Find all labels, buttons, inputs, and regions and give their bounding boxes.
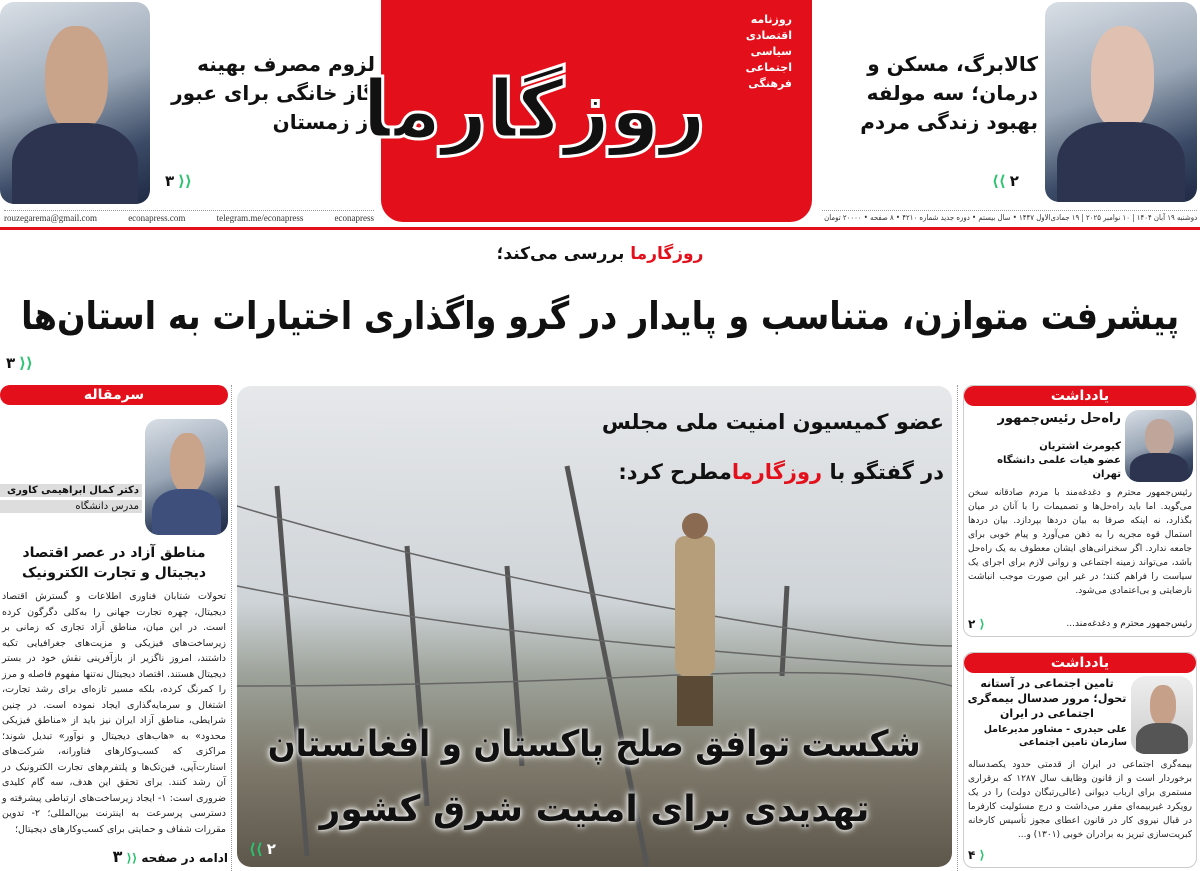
note2-footer	[964, 846, 1196, 864]
arrow-icon: ⟨⟨	[249, 840, 263, 858]
editorial-author-photo	[145, 419, 228, 535]
center-kicker-1: عضو کمیسیون امنیت ملی مجلس	[601, 410, 944, 434]
note2-role: سازمان تامین اجتماعی	[1018, 737, 1127, 748]
masthead-descriptor: روزنامه اقتصادی سیاسی اجتماعی فرهنگی	[745, 13, 792, 90]
center-headline-1[interactable]: شکست توافق صلح پاکستان و افغانستان	[267, 724, 921, 765]
editorial-byline-row	[0, 419, 228, 535]
center-headline-2[interactable]: تهدیدی برای امنیت شرق کشور	[319, 789, 870, 830]
center-kicker-1-row	[524, 410, 944, 434]
social-link[interactable]: econapress	[334, 213, 374, 223]
lead-page-ref[interactable]: ۳ ⟩⟩	[6, 354, 33, 372]
top-right-page-ref[interactable]: ⟨⟨ ۲	[992, 172, 1019, 190]
editorial-section-bar: سرمقاله	[0, 385, 228, 405]
arrow-icon: ⟨⟨	[126, 851, 138, 865]
editorial-title[interactable]: مناطق آزاد در عصر اقتصاد دیجیتال و تجارت الکترونیک	[21, 545, 207, 581]
note2-section-bar: یادداشت	[964, 653, 1196, 673]
logo: روزگارما	[361, 63, 706, 156]
top-right-headline[interactable]: کالابرگ، مسکن و درمان؛ سه مولفه بهبود زندگی مردم	[860, 52, 1038, 134]
email-link[interactable]: rouzegarema@gmail.com	[4, 213, 97, 223]
soldier-figure	[675, 513, 715, 726]
note2-author-photo	[1131, 676, 1193, 754]
note1-body: رئیس‌جمهور محترم و دغدغه‌مند با مردم صادقانه سخن می‌گوید. اما باید راه‌حل‌ها و تصمیمات را با آنان در میان بگذارد، نه اینکه صرفا به بیان دردها بپردازد. بیان دردها استمال قوه مجریه را به ذهن می‌آورد و پیام خوبی برای جامعه ندارد. اگر سخنرانی‌های ایشان معطوف به یک راه‌حل باشد، می‌تواند زمینه اجتماعی و روانی لازم برای اجرای یک سیاست را فراهم کنند؛ در غیر این صورت موجب انباشت نارضایتی و بی‌اعتمادی می‌شود.	[968, 488, 1192, 596]
editorial-body: تحولات شتابان فناوری اطلاعات و گسترش اقتصاد دیجیتال، چهره تجارت جهانی را به‌کلی دگرگون کرده است. در این میان، مناطق آزاد تجاری که زمانی بر زیرساخت‌های فیزیکی و مزیت‌های جغرافیایی تکیه داشتند، امروز ناگزیر از بازآفرینی نقش خود در بستر دیجیتال هستند. اقتصاد دیجیتال نه‌تنها مفهوم فاصله و مرز را کمرنگ کرده، بلکه مسیر تازه‌ای برای رشد تجارت، اشتغال و سرمایه‌گذاری ایجاد نموده است. در چنین شرایطی، مناطق آزاد ایران نیز باید از «مناطق فیزیکی محدود» به «هاب‌های دیجیتال و نوآور» تبدیل شوند؛ مراکزی که کسب‌وکارهای فناورانه، شرکت‌های استارت‌آپی، فین‌تک‌ها و پلتفرم‌های تجارت الکترونیک در آن رشد کنند. برای تحقق این هدف، سه گام کلیدی ضروری است: ۱- ایجاد زیرساخت‌های ارتباطی پیشرفته و دسترسی پرسرعت به اینترنت بین‌المللی؛ ۲- تدوین مقررات شفاف و حمایتی برای کسب‌وکارهای دیجیتال؛	[2, 591, 227, 835]
note1-header	[964, 406, 1196, 482]
note2-author: علی حیدری - مشاور مدیرعامل	[983, 724, 1127, 735]
column-divider	[231, 385, 232, 871]
editorial-continue[interactable]: ادامه در صفحه⟨⟨۳	[112, 847, 228, 866]
center-headline-2-row	[267, 786, 922, 836]
kicker-brand: روزگارما	[630, 244, 704, 264]
dateline-row	[822, 210, 1197, 222]
note1-section-bar: یادداشت	[964, 386, 1196, 406]
arrow-icon: ⟩	[979, 848, 985, 862]
arrow-icon: ⟩⟩	[19, 354, 33, 372]
arrow-icon: ⟨	[979, 617, 985, 631]
lead-kicker: روزگارما بررسی می‌کند؛	[496, 244, 704, 264]
note1-page-ref[interactable]: ⟨۲	[968, 617, 985, 631]
top-right-photo	[1045, 2, 1197, 202]
lead-headline[interactable]: پیشرفت متوازن، متناسب و پایدار در گرو واگذاری اختیارات به استان‌ها	[21, 294, 1179, 338]
note1-author-photo	[1125, 410, 1193, 482]
contact-row	[4, 210, 374, 223]
note2-header	[964, 673, 1196, 754]
center-photo[interactable]	[237, 386, 952, 867]
top-left-photo	[0, 2, 150, 204]
note1-footer	[964, 615, 1196, 633]
center-kicker-2: در گفتگو با روزگارمامطرح کرد:	[618, 460, 944, 484]
kicker-brand: روزگارما	[731, 460, 823, 484]
note2-title[interactable]: تامین اجتماعی در آستانه تحول؛ مرور صدسال بیمه‌گری اجتماعی در ایران	[967, 677, 1127, 720]
masthead-logo-box	[361, 0, 812, 222]
center-headline-1-row	[267, 721, 922, 771]
note1-title[interactable]: راه‌حل رئیس‌جمهور	[997, 411, 1121, 426]
top-left-page-ref[interactable]: ۳ ⟩⟩	[165, 172, 192, 190]
note1-author: کیومرث اشتریان	[1039, 441, 1121, 452]
lead-headline-row	[20, 292, 1180, 342]
dateline: دوشنبه ۱۹ آبان ۱۴۰۴ | ۱۰ نوامبر ۲۰۲۵ | ۱۹ جمادی‌الاول ۱۴۴۷ • سال بیستم • دوره جدید شماره ۴۲۱۰ • ۸ صفحه • ۲۰۰۰۰ تومان	[824, 213, 1197, 222]
editorial-column	[0, 385, 228, 868]
telegram-link[interactable]: telegram.me/econapress	[216, 213, 304, 223]
note2-box	[963, 652, 1197, 868]
column-divider	[957, 385, 958, 871]
website-link[interactable]: econapress.com	[128, 213, 186, 223]
note2-body: بیمه‌گری اجتماعی در ایران از قدمتی حدود یکصدساله برخوردار است و از قانون وظایف سال ۱۲۸۷ که برقراری مستمری برای ارباب دیوانی (عالی‌رتبگان دولت) را در یک رویکرد غیربیمه‌ای مقرر می‌داشت و درج مسئولیت کارفرما در قبال نیروی کار در قانون اعطای مجوز تأسیس کارخانه کبریت‌سازی تبریز به برادران خوبی (۱۳۰۱) و...	[968, 760, 1193, 840]
note1-role: عضو هیات علمی دانشگاه تهران	[997, 455, 1121, 480]
arrow-icon: ⟨⟨	[992, 172, 1006, 190]
editorial-role: مدرس دانشگاه	[0, 500, 142, 513]
note1-box	[963, 385, 1197, 637]
top-left-headline[interactable]: لزوم مصرف بهینه گاز خانگی برای عبور از زمستان	[171, 52, 375, 134]
arrow-icon: ⟩⟩	[178, 172, 192, 190]
note2-page-ref[interactable]: ۴ ⟩	[968, 848, 985, 862]
header-rule	[0, 227, 1200, 230]
note1-tail: رئیس‌جمهور محترم و دغدغه‌مند...	[1066, 619, 1192, 629]
center-page-ref[interactable]: ⟨⟨ ۲	[249, 840, 276, 858]
editorial-author: دکتر کمال ابراهیمی کاوری	[0, 484, 142, 497]
